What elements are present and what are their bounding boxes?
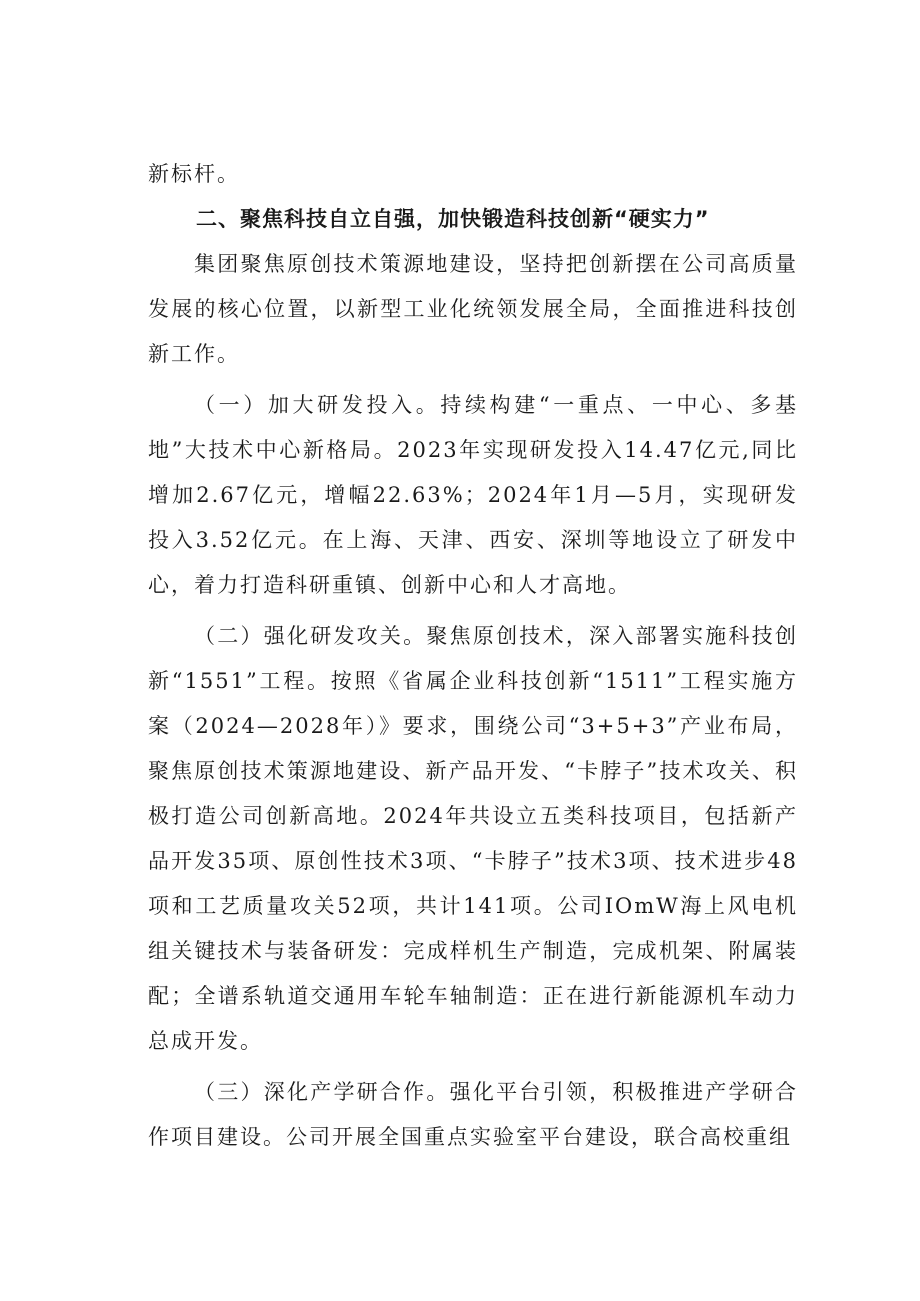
- paragraph-3: （三）深化产学研合作。强化平台引领，积极推进产学研合作项目建设。公司开展全国重点实验室平台建设，联合高校重组: [148, 1080, 798, 1149]
- intro-paragraph: 集团聚焦原创技术策源地建设，坚持把创新摆在公司高质量发展的核心位置，以新型工业化统领发展全局，全面推进科技创新工作。: [148, 252, 798, 366]
- section-heading: 二、聚焦科技自立自强，加快锻造科技创新“硬实力”: [196, 207, 710, 231]
- paragraph-1: （一）加大研发投入。持续构建“一重点、一中心、多基地”大技术中心新格局。2023年实现研发投入14.47亿元,同比增加2.67亿元，增幅22.63%；2024年1月—5月，实现研发投入3.52亿元。在上海、天津、西安、深圳等地设立了研发中心，着力打造科研重镇、创新中心和人才高地。: [148, 393, 798, 597]
- paragraph-2: （二）强化研发攻关。聚焦原创技术，深入部署实施科技创新“1551”工程。按照《省属企业科技创新“1511”工程实施方案（2024—2028年）》要求，围绕公司“3+5+3”产业布局，聚焦原创技术策源地建设、新产品开发、“卡脖子”技术攻关、积极打造公司创新高地。2024年共设立五类科技项目，包括新产品开发35项、原创性技术3项、“卡脖子”技术3项、技术进步48项和工艺质量攻关52项，共计141项。公司IOmW海上风电机组关键技术与装备研发：完成样机生产制造，完成机架、附属装配；全谱系轨道交通用车轮车轴制造：正在进行新能源机车动力总成开发。: [148, 624, 798, 1053]
- continuation-text: 新标杆。: [148, 162, 240, 186]
- document-body: [148, 152, 798, 1160]
